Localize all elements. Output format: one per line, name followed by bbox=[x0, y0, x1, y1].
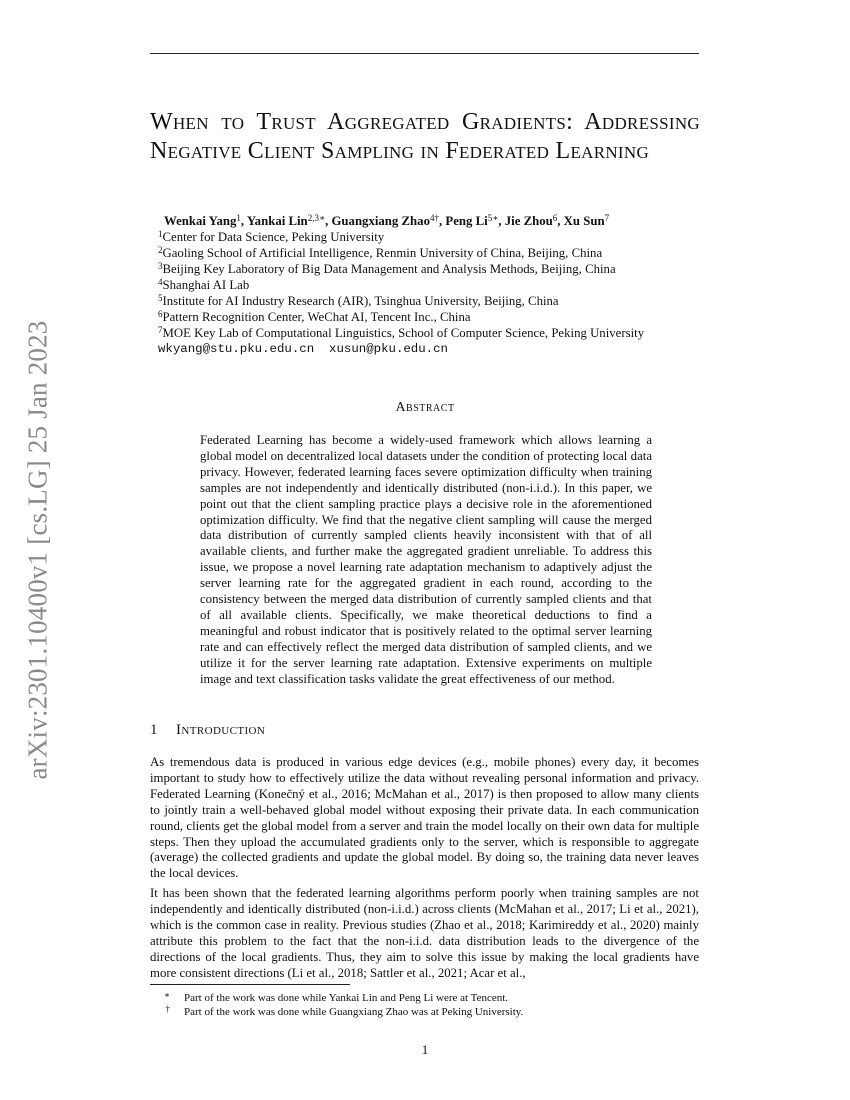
author-name: Jie Zhou bbox=[504, 214, 553, 228]
contact-emails: wkyang@stu.pku.edu.cn xusun@pku.edu.cn bbox=[158, 342, 448, 356]
abstract-heading: Abstract bbox=[395, 400, 455, 415]
author-affiliation-mark: 5∗ bbox=[487, 213, 499, 223]
section-number: 1 bbox=[150, 722, 158, 738]
header-rule bbox=[150, 53, 699, 54]
author-affiliation-mark: 7 bbox=[604, 213, 610, 223]
section-heading bbox=[150, 722, 265, 739]
author-name: Wenkai Yang bbox=[164, 214, 237, 228]
body-paragraph: As tremendous data is produced in various edge devices (e.g., mobile phones) every day, it becomes important to study how to effectively utilize the data without revealing personal information and privacy. Federated Learning (Konečný et al., 2016; McMahan et al., 2017) is then proposed to allow many clients to jointly train a well-behaved global model without exposing their private data. In each communication round, clients get the global model from a server and train the model locally on their own data for multiple steps. Then they upload the accumulated gradients only to the server, which is responsible to aggregate (average) the collected gradients and update the global model. By doing so, the training data never leaves the local devices. bbox=[150, 755, 699, 881]
footnote-mark: † bbox=[165, 1004, 170, 1014]
affiliation: $^2$Gaoling School of Artificial Intelligence, Renmin University of China, Beijing, China bbox=[158, 245, 603, 260]
author-affiliation-mark: 4† bbox=[429, 213, 439, 223]
affiliation: $^6$Pattern Recognition Center, WeChat AI, Tencent Inc., China bbox=[158, 309, 471, 324]
footnote-text: Part of the work was done while Guangxiang Zhao was at Peking University. bbox=[184, 1006, 524, 1018]
footnote-mark: ∗ bbox=[163, 990, 170, 1000]
abstract-text: Federated Learning has become a widely-used framework which allows learning a global model on decentralized local datasets under the condition of protecting local data privacy. However, federated learning faces severe optimization difficulty when training samples are not independently and identically distributed (non-i.i.d.). In this paper, we point out that the client sampling practice plays a decisive role in the aforementioned optimization difficulty. We find that the negative client sampling will cause the merged data distribution of currently sampled clients heavily inconsistent with that of all available clients, and further make the aggregated gradient unreliable. To address this issue, we propose a novel learning rate adaptation mechanism to adaptively adjust the server learning rate for the aggregated gradient in each round, according to the consistency between the merged data distribution of currently sampled clients and that of all available clients. Specifically, we make theoretical deductions to find a meaningful and robust indicator that is positively related to the optimal server learning rate and can effectively reflect the merged data distribution of sampled clients, and we utilize it for the server learning rate adaptation. Extensive experiments on multiple image and text classification tasks validate the great effectiveness of our method. bbox=[200, 433, 652, 686]
author-name: Peng Li bbox=[445, 214, 488, 228]
footnote-rule bbox=[150, 984, 350, 985]
author-name: Yankai Lin bbox=[246, 214, 308, 228]
affiliation: $^3$Beijing Key Laboratory of Big Data Management and Analysis Methods, Beijing, China bbox=[158, 261, 616, 276]
affiliation: $^5$Institute for AI Industry Research (AIR), Tsinghua University, Beijing, China bbox=[158, 293, 559, 308]
arxiv-identifier: arXiv:2301.10400v1 [cs.LG] 25 Jan 2023 bbox=[22, 320, 53, 780]
body-paragraph: It has been shown that the federated learning algorithms perform poorly when training samples are not independently and identically distributed (non-i.i.d.) across clients (McMahan et al., 2017; Li et al., 2021), which is the common case in reality. Previous studies (Zhao et al., 2018; Karimireddy et al., 2020) mainly attribute this problem to the fact that the non-i.i.d. data distribution leads to the divergence of the directions of the local gradients. Thus, they aim to solve this issue by making the local gradients have more consistent directions (Li et al., 2018; Sattler et al., 2021; Acar et al., bbox=[150, 886, 699, 980]
affiliation: $^7$MOE Key Lab of Computational Linguistics, School of Computer Science, Peking University bbox=[158, 325, 645, 340]
affiliation: $^4$Shanghai AI Lab bbox=[158, 277, 250, 292]
author-affiliation-mark: 2,3∗ bbox=[307, 213, 326, 223]
author-name: Xu Sun bbox=[563, 214, 605, 228]
author-block bbox=[158, 213, 718, 357]
affiliation: $^1$Center for Data Science, Peking University bbox=[158, 229, 385, 244]
author-list: Wenkai Yang$^1$, Yankai Lin$^{2,3∗}$, Guangxiang Zhao$^{4\dagger}$, Peng $Li^{5∗}$, Jie Zhou$^6$, Xu Sun$^7$ bbox=[164, 213, 610, 228]
author-affiliation-mark: 6 bbox=[552, 213, 558, 223]
author-affiliation-mark: 1 bbox=[236, 213, 241, 223]
author-name: Guangxiang Zhao bbox=[331, 214, 430, 228]
section-title: Introduction bbox=[176, 722, 266, 738]
footnote bbox=[150, 1002, 710, 1019]
paper-title: When to Trust Aggregated Gradients: Addressing Negative Client Sampling in Federated Learning bbox=[150, 109, 700, 164]
footnote-text: Part of the work was done while Yankai Lin and Peng Li were at Tencent. bbox=[184, 992, 509, 1004]
page-number: 1 bbox=[421, 1042, 429, 1057]
